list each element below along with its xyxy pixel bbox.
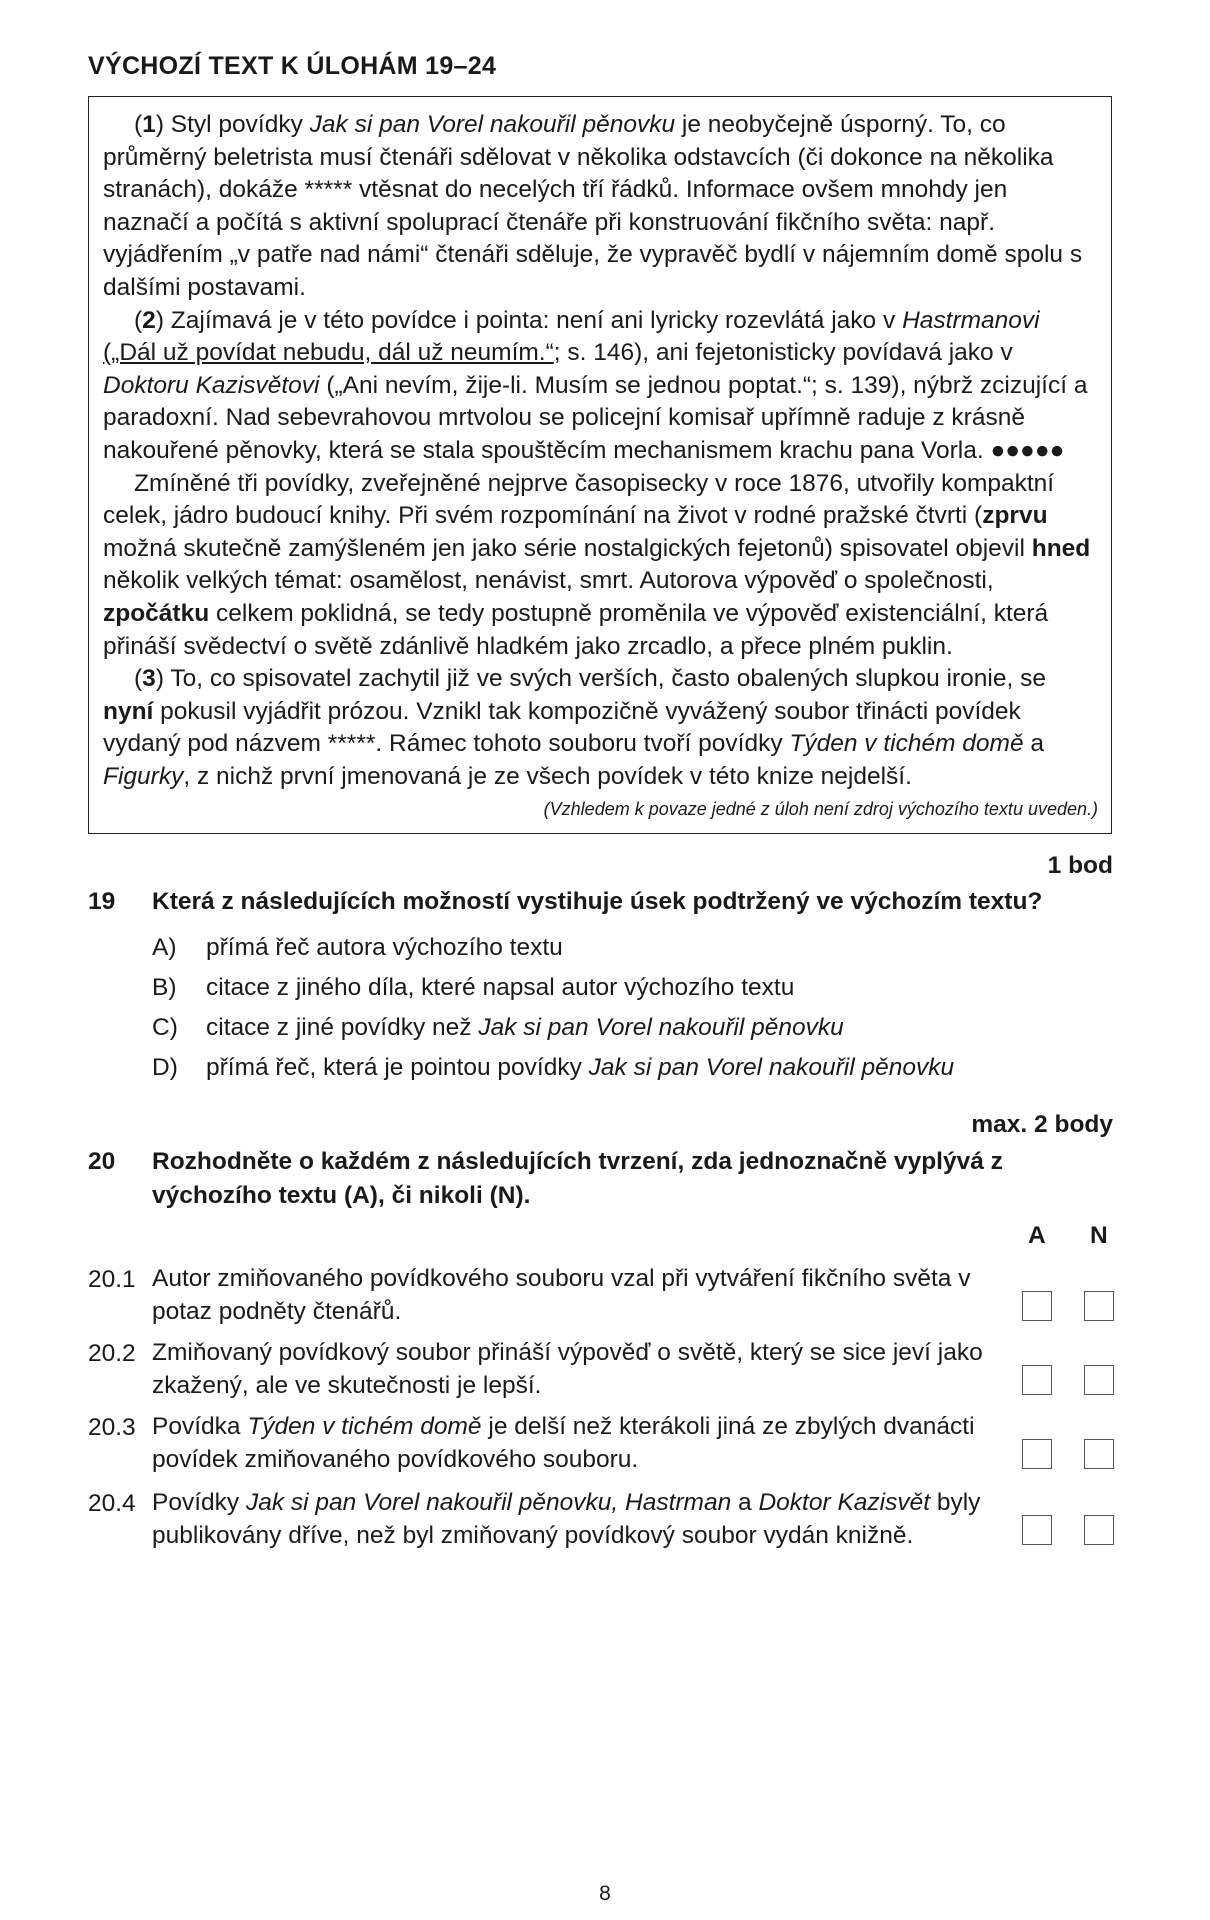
statement-number: 20.1 — [88, 1266, 136, 1293]
paragraph-marker: 2 — [142, 306, 156, 334]
q20-number: 20 — [88, 1148, 116, 1175]
story-title: Figurky — [103, 762, 184, 790]
checkbox-20-1-n[interactable] — [1084, 1291, 1114, 1321]
checkbox-20-4-n[interactable] — [1084, 1515, 1114, 1545]
q20-question: Rozhodněte o každém z následujících tvrzení, zda jednoznačně vyplývá z výchozího textu (A), či nikoli (N). — [152, 1148, 1003, 1209]
story-title: Jak si pan Vorel nakouřil pěnovku — [309, 111, 676, 138]
q19-option-a[interactable]: A) přímá řeč autora výchozího textu — [152, 934, 563, 961]
paragraph-marker: 3 — [142, 665, 156, 693]
q19-points: 1 bod — [1047, 852, 1113, 879]
paragraph-marker: 1 — [142, 111, 156, 138]
story-title: Doktoru Kazisvětovi — [103, 371, 320, 399]
bold-word: hned — [1031, 534, 1091, 562]
column-n-header: N — [1090, 1222, 1108, 1249]
checkbox-20-4-a[interactable] — [1022, 1515, 1052, 1545]
underlined-passage: („Dál už povídat nebudu, dál už neumím.“ — [103, 339, 554, 367]
q19-option-d[interactable]: D) přímá řeč, která je pointou povídky Jak si pan Vorel nakouřil pěnovku — [152, 1054, 955, 1081]
statement-20-3: Povídka Týden v tichém domě je delší než kterákoli jiná ze zbylých dvanácti povídek zmiňovaného povídkového souboru. — [152, 1413, 975, 1473]
column-a-header: A — [1028, 1222, 1046, 1249]
bold-word: zprvu — [982, 502, 1048, 530]
paragraph-4: (3) To, co spisovatel zachytil již ve svých verších, často obalených slupkou ironie, se nyní pokusil vyjádřit prózou. Vznikl tak kompozičně vyvážený soubor třinácti povídek vydaný pod názvem *****. Rámec tohoto souboru tvoří povídky Týden v tichém domě a Figurky, z nichž první jmenovaná je ze všech povídek v této knize nejdelší. — [103, 665, 1046, 790]
statement-20-2: Zmiňovaný povídkový soubor přináší výpověď o světě, který se sice jeví jako zkažený, ale ve skutečnosti je lepší. — [152, 1339, 983, 1399]
paragraph-3: Zmíněné tři povídky, zveřejněné nejprve časopisecky v roce 1876, utvořily kompaktní celek, jádro budoucí knihy. Při svém rozpomínání na život v rodné pražské čtvrti (zprvu možná skutečně zamýšleném jen jako série nostalgických fejetonů) spisovatel objevil hned několik velkých témat: osamělost, nenávist, smrt. Autorova výpověď o společnosti, zpočátku celkem poklidná, se tedy postupně proměnila ve výpověď existenciální, která přináší svědectví o světě zdánlivě hladkém jako zrcadlo, a přece plném puklin. — [103, 469, 1091, 660]
page-number: 8 — [599, 1882, 611, 1905]
checkbox-20-1-a[interactable] — [1022, 1291, 1052, 1321]
section-heading: VÝCHOZÍ TEXT K ÚLOHÁM 19–24 — [88, 52, 497, 80]
paragraph-2: (2) Zajímavá je v této povídce i pointa: není ani lyricky rozevlátá jako v Hastrmanovi („Dál už povídat nebudu, dál už neumím.“; s. 146), ani fejetonisticky povídavá jako v Doktoru Kazisvětovi („Ani nevím, žije-li. Musím se jednou poptat.“; s. 139), nýbrž zcizující a paradoxní. Nad sebevrahovou mrtvolou se policejní komisař upřímně raduje z krásně nakouřené pěnovky, která se stala spouštěcím mechanismem krachu pana Vorla. ●●●●● — [103, 306, 1088, 464]
statement-number: 20.4 — [88, 1490, 136, 1517]
source-text-box — [88, 96, 1112, 834]
story-title: Hastrmanovi — [902, 306, 1040, 334]
q19-question: Která z následujících možností vystihuje úsek podtržený ve výchozím textu? — [152, 888, 1043, 915]
statement-number: 20.2 — [88, 1340, 136, 1367]
paragraph-1: (1) Styl povídky Jak si pan Vorel nakouřil pěnovku je neobyčejně úsporný. To, co průměrný beletrista musí čtenáři sdělovat v několika odstavcích (či dokonce na několika stranách), dokáže ***** vtěsnat do necelých tří řádků. Informace ovšem mnohdy jen naznačí a počítá s aktivní spoluprací čtenáře při konstruování fikčního světa: např. vyjádřením „v patře nad námi“ čtenáři sděluje, že vypravěč bydlí v nájemním domě spolu s dalšími postavami. — [103, 111, 1083, 301]
statement-number: 20.3 — [88, 1414, 136, 1441]
bold-word: zpočátku — [103, 599, 210, 627]
statement-20-4: Povídky Jak si pan Vorel nakouřil pěnovku, Hastrman a Doktor Kazisvět byly publikovány dříve, než byl zmiňovaný povídkový soubor vydán knižně. — [152, 1489, 981, 1549]
statement-20-1: Autor zmiňovaného povídkového souboru vzal při vytváření fikčního světa v potaz podněty čtenářů. — [152, 1265, 971, 1325]
bold-word: nyní — [103, 697, 154, 725]
checkbox-20-3-a[interactable] — [1022, 1439, 1052, 1469]
checkbox-20-3-n[interactable] — [1084, 1439, 1114, 1469]
q19-option-c[interactable]: C) citace z jiné povídky než Jak si pan Vorel nakouřil pěnovku — [152, 1014, 844, 1041]
q19-number: 19 — [88, 888, 116, 915]
checkbox-20-2-a[interactable] — [1022, 1365, 1052, 1395]
checkbox-20-2-n[interactable] — [1084, 1365, 1114, 1395]
story-title: Týden v tichém domě — [789, 730, 1024, 758]
q19-option-b[interactable]: B) citace z jiného díla, které napsal autor výchozího textu — [152, 974, 795, 1001]
source-note: (Vzhledem k povaze jedné z úloh není zdroj výchozího textu uveden.) — [543, 799, 1098, 819]
q20-points: max. 2 body — [971, 1111, 1113, 1138]
